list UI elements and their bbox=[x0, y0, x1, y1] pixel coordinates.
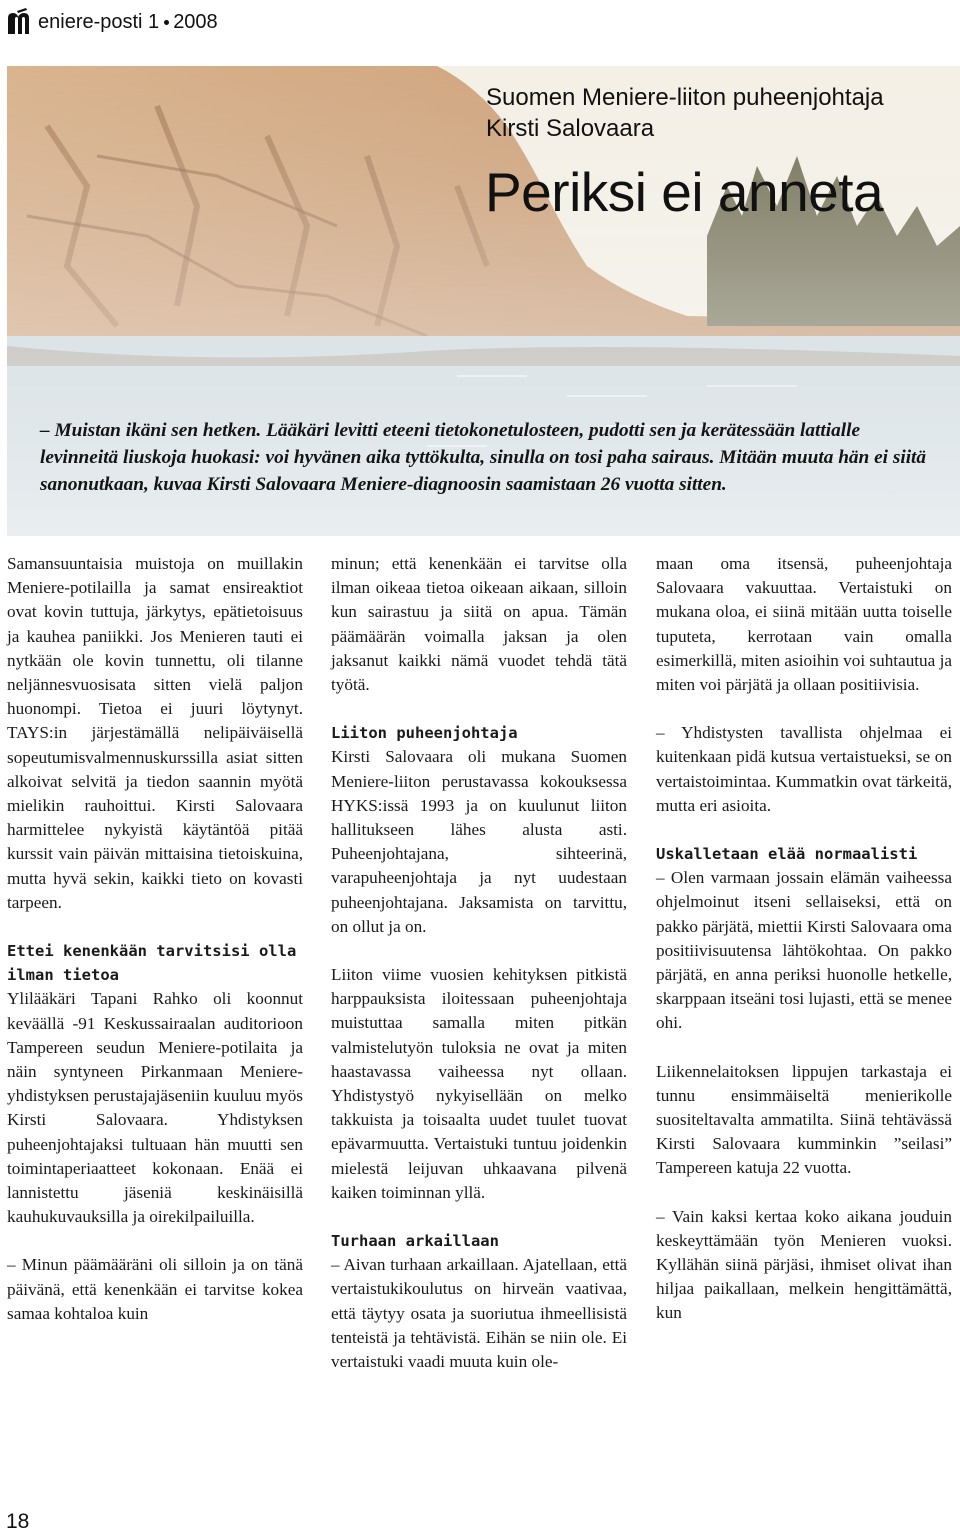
paragraph: – Minun päämääräni oli silloin ja on tänä päivänä, että kenenkään ei tarvitse kokea samaa kohtaloa kuin bbox=[7, 1255, 303, 1323]
paragraph: minun; että kenenkään ei tarvitse olla ilman oikeaa tietoa oikeaan aikaan, silloin kun sairastuu ja siitä on apua. Tämän päämäärän voimalla jaksan ja olen jaksanut kaikki nämä vuodet tehdä tätä työtä. bbox=[331, 554, 627, 695]
paragraph: Liiton viime vuosien kehityksen pitkistä harppauksista iloitessaan puheenjohtaja muistuttaa samalla miten pitkän valmistelutyön tuloksia ne ovat ja miten haastavassa vaiheessa nyt ollaan. Yhdistystyö nykyisellään on melko takkuista ja toisaalta uudet tuulet tuovat epävarmuutta. Vertaistuki tuntuu joidenkin mielestä leijuvan uhkaavana pilvenä kaiken toiminnan yllä. bbox=[331, 965, 627, 1202]
paragraph: Samansuuntaisia muistoja on muillakin Meniere-potilailla ja samat ensireaktiot ovat kovin tuttuja, järkytys, epätietoisuus ja kauhea paniikki. Jos Menieren tauti ei nytkään ole kovin tunnettu, oli tilanne neljännesvuosisata sitten vielä paljon huonompi. Tietoa ei juuri löytynyt. TAYS:in järjestämällä nelipäiväisellä sopeutumisvalmennuskurssilla asiat sitten alkoivat selvitä ja tiedon saannin myötä mielikin rauhoittui. Kirsti Salovaara harmittelee nykyistä käytäntöä pitää kurssit vain päivän mittaisina tietoiskuina, mutta hyvä sekin, kaikki tieto on kovasti tarpeen. bbox=[7, 554, 303, 912]
section-heading: Liiton puheenjohtaja bbox=[331, 724, 518, 743]
lead-paragraph: – Muistan ikäni sen hetken. Lääkäri levitti eteeni tietokonetulosteen, pudotti sen ja kerätessään lattialle levinneitä liuskoja huokasi: voi hyvänen aika tyttökulta, sinulla on tosi paha sairaus. Mitään muuta hän ei siitä sanonutkaan, kuvaa Kirsti Salovaara Meniere-diagnoosin saamistaan 26 vuotta sitten. bbox=[40, 420, 927, 495]
paragraph: maan oma itsensä, puheenjohtaja Salovaara vakuuttaa. Vertaistuki on mukana oloa, ei siinä mitään uutta toiselle tuputeta, kerrotaan vain omalla esimerkillä, miten asioihin voi suhtautua ja miten voi pärjätä ja ollaan positiivisia. bbox=[656, 554, 952, 695]
section-heading: Ettei kenenkään tarvitsisi olla ilman tietoa bbox=[7, 942, 297, 985]
paragraph: Kirsti Salovaara oli mukana Suomen Meniere-liiton perustavassa kokouksessa HYKS:issä 1993 ja on kuulunut liiton hallitukseen lähes alusta asti. Puheenjohtajana, sihteerinä, varapuheenjohtaja ja nyt uudestaan puheenjohtajana. Jaksamista on tarvittu, on ollut ja on. bbox=[331, 747, 627, 936]
section-heading: Uskalletaan elää normaalisti bbox=[656, 845, 918, 864]
article-title: Periksi ei anneta bbox=[485, 161, 884, 223]
masthead bbox=[6, 6, 218, 38]
paragraph: Ylilääkäri Tapani Rahko oli koonnut keväällä -91 Keskussairaalan auditorioon Tampereen seudun Meniere-potilaita ja näin syntyneen Pirkanmaan Meniere-yhdistyksen perustajajäseniin kuuluu myös Kirsti Salovaara. Yhdistyksen puheenjohtajaksi tultuaan hän muutti sen toimintaperiaatteet kokonaan. Enää ei lannistettu jäseniä keskinäisillä kauhukuvauksilla ja oirekilpailuilla. bbox=[7, 989, 303, 1227]
subtitle-line-1: Suomen Meniere-liiton puheenjohtaja bbox=[486, 84, 884, 111]
paragraph: – Aivan turhaan arkaillaan. Ajatellaan, että vertaistukikoulutus on hirveän vaativaa, että täytyy osata ja suoriutua ihmeellisistä tenteistä ja tehtävistä. Eihän se niin ole. Ei vertaistuki vaadi muuta kuin ole- bbox=[331, 1255, 627, 1372]
masthead-year: 2008 bbox=[173, 10, 218, 33]
article-subtitle bbox=[486, 82, 884, 144]
text-column-2 bbox=[331, 552, 627, 1398]
masthead-title bbox=[38, 11, 218, 34]
paragraph: Liikennelaitoksen lippujen tarkastaja ei tunnu ensimmäiseltä menierikolle suositeltavalta ammatilta. Siinä tehtävässä Kirsti Salovaara kumminkin ”seilasi” Tampereen katuja 22 vuotta. bbox=[656, 1061, 952, 1178]
paragraph: – Olen varmaan jossain elämän vaiheessa ohjelmoinut itseni sellaiseksi, että on pakko pärjätä, miettii Kirsti Salovaara oma positiivisuutensa lähtökohtaa. On pakko pärjätä, en anna periksi huonolle hetkelle, skarppaan itseäni tosi lujasti, että se menee ohi. bbox=[656, 868, 952, 1033]
text-column-1 bbox=[7, 552, 303, 1350]
magazine-logo-icon bbox=[6, 8, 36, 36]
page-number: 18 bbox=[6, 1510, 30, 1533]
masthead-name: eniere-posti 1 bbox=[38, 10, 160, 33]
paragraph: – Vain kaksi kertaa koko aikana jouduin keskeyttämään työn Menieren vuoksi. Kyllähän siinä pärjäsi, ihmiset olivat ihan hiljaa paikallaan, melkein hengittämättä, kun bbox=[656, 1206, 952, 1323]
text-column-3 bbox=[656, 552, 952, 1350]
subtitle-line-2: Kirsti Salovaara bbox=[486, 115, 655, 142]
bullet-dot-icon bbox=[164, 20, 169, 25]
paragraph: – Yhdistysten tavallista ohjelmaa ei kuitenkaan pidä kutsua vertaistueksi, se on vertaistoimintaa. Kummatkin ovat tärkeitä, mutta eri asioita. bbox=[656, 723, 952, 815]
section-heading: Turhaan arkaillaan bbox=[331, 1232, 499, 1251]
